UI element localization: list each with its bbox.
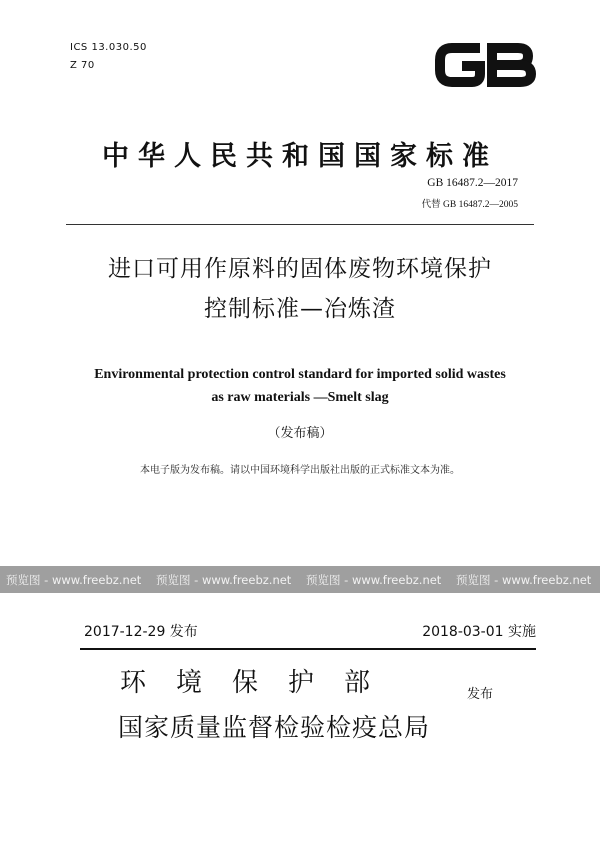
draft-label: （发布稿） [267, 426, 333, 441]
issuer-aqsiq: 国家质量监督检验检疫总局 [118, 713, 431, 742]
title-cn-line1: 进口可用作原料的固体废物环境保护 [108, 256, 492, 282]
edition-note: 本电子版为发布稿。请以中国环境科学出版社出版的正式标准文本为准。 [140, 465, 460, 476]
standard-number: GB 16487.2—2017 [427, 177, 518, 189]
national-standard-heading: 中华人民共和国国家标准 [102, 141, 498, 172]
ccs-code: Z 70 [70, 60, 95, 71]
watermark-band [0, 566, 600, 593]
watermark-text: 预览图 - www.freebz.net [156, 572, 292, 587]
watermark-text: 预览图 - www.freebz.net [306, 572, 442, 587]
title-cn-line2: 控制标准—冶炼渣 [204, 296, 396, 322]
ics-code: ICS 13.030.50 [70, 42, 147, 53]
title-en-line2: as raw materials —Smelt slag [211, 390, 389, 405]
replaces-standard: 代替 GB 16487.2—2005 [421, 200, 518, 210]
watermark-text: 预览图 - www.freebz.net [6, 572, 142, 587]
gb-logo [430, 36, 540, 94]
bottom-divider [80, 648, 536, 650]
title-en-line1: Environmental protection control standard for imported solid wastes [94, 367, 506, 382]
issue-date: 2017-12-29 发布 [84, 624, 198, 640]
gb-logo-text: GB [430, 36, 432, 37]
top-divider [66, 224, 534, 225]
implementation-date: 2018-03-01 实施 [422, 624, 536, 640]
watermark-text: 预览图 - www.freebz.net [456, 572, 592, 587]
issuer-mep: 环境保护部 [120, 668, 401, 698]
issue-label: 发布 [467, 687, 494, 702]
